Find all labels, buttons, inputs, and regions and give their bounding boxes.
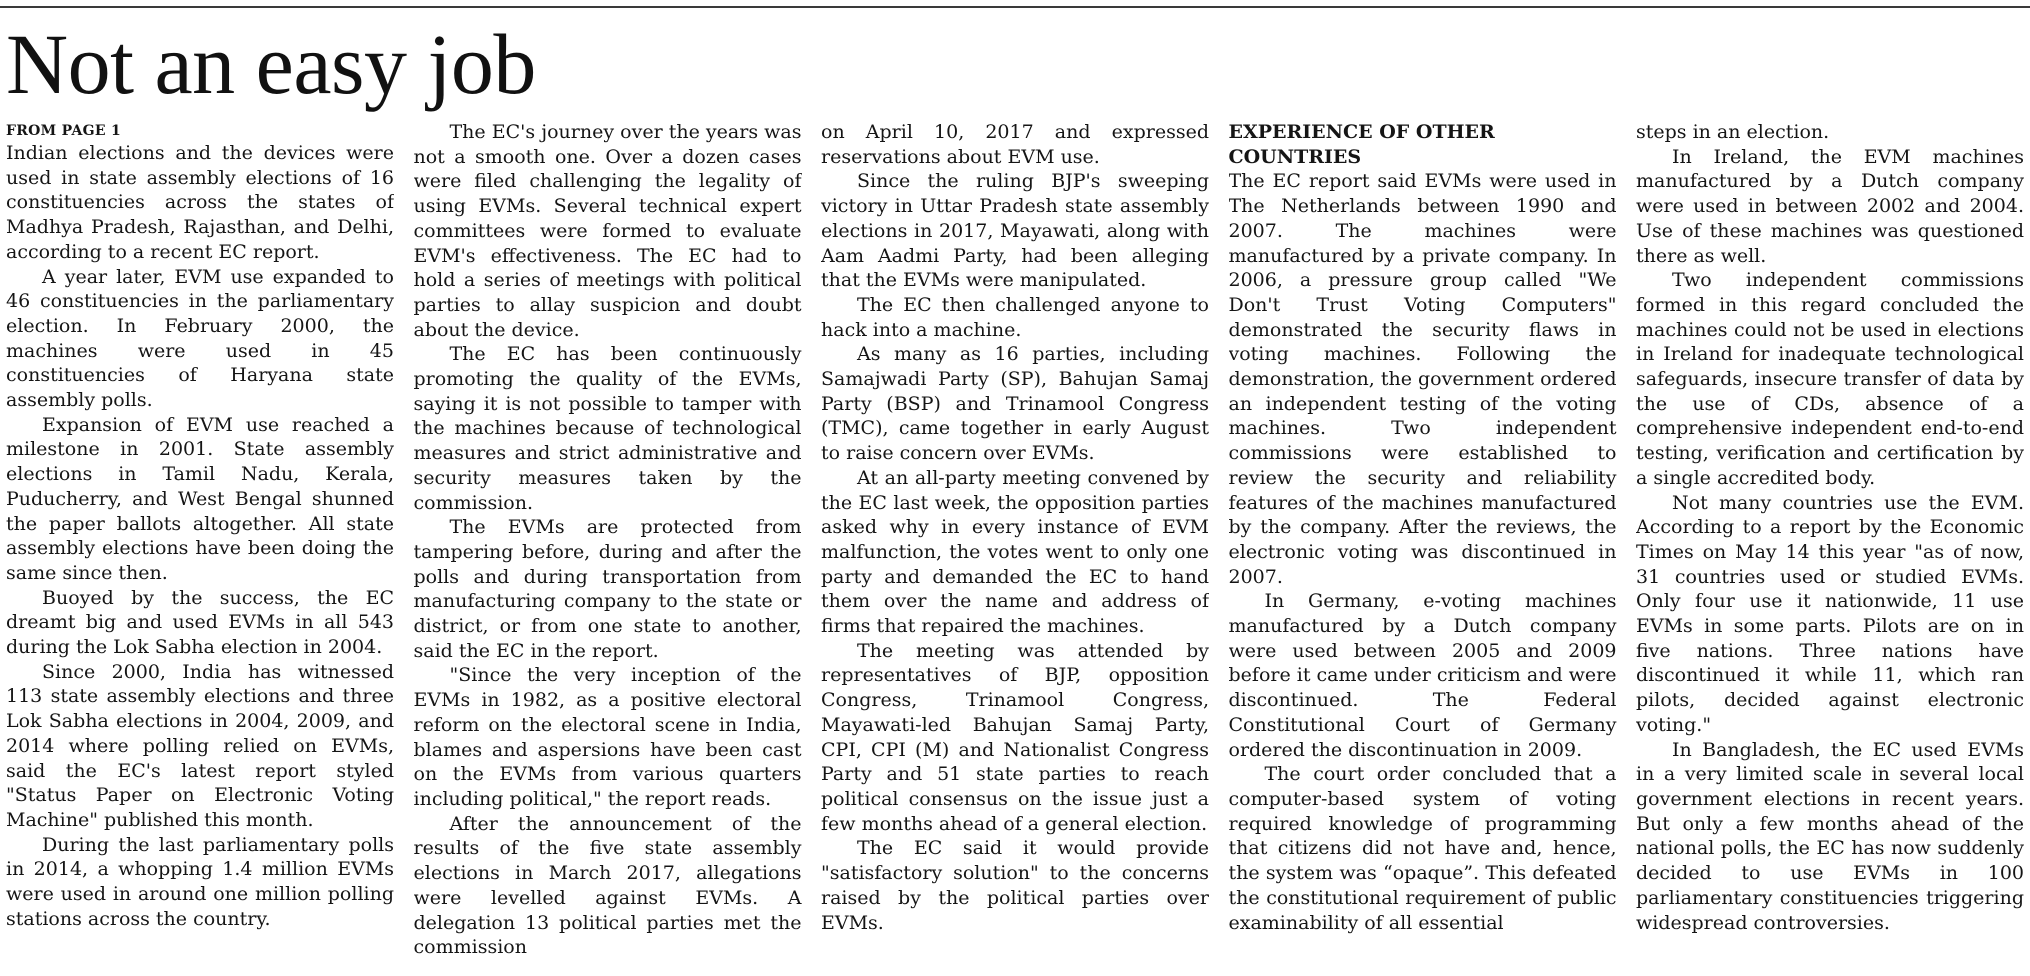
paragraph: In Bangladesh, the EC used EVMs in a very limited scale in several local government elections in recent years. But only a few months ahead of the national polls, the EC has now suddenly decided to use EVMs in 100 parliamentary constituencies triggering widespread controversies.: [1636, 738, 2024, 934]
paragraph: "Since the very inception of the EVMs in 1982, as a positive electoral reform on the electoral scene in India, blames and aspersions have been cast on the EVMs from various quarters including political," the report reads.: [413, 664, 802, 810]
article-column-3: [821, 120, 1209, 970]
paragraph: Since 2000, India has witnessed 113 state assembly elections and three Lok Sabha elections in 2004, 2009, and 2014 where polling relied on EVMs, said the EC's latest report styled "Status Paper on Electronic Voting Machine" published this month.: [6, 660, 394, 831]
paragraph: Not many countries use the EVM. According to a report by the Economic Times on May 14 this year "as of now, 31 countries used or studied EVMs. Only four use it nationwide, 11 use EVMs in some parts. Pilots are on in five nations. Three nations have discontinued it while 11, which ran pilots, decided against electronic voting.": [1636, 491, 2024, 736]
article-column-4: [1229, 120, 1617, 970]
continuation-kicker: FROM PAGE 1: [6, 123, 122, 139]
paragraph: Buoyed by the success, the EC dreamt big and used EVMs in all 543 during the Lok Sabha election in 2004.: [6, 586, 394, 659]
paragraph: Two independent commissions formed in this regard concluded the machines could not be used in elections in Ireland for inadequate technological safeguards, insecure transfer of data by the use of CDs, absence of a comprehensive independent end-to-end testing, verification and certification by a single accredited body.: [1636, 269, 2024, 489]
paragraph: The EC report said EVMs were used in The Netherlands between 1990 and 2007. The machines were manufactured by a private company. In 2006, a pressure group called "We Don't Trust Voting Computers" demonstrated the security flaws in voting machines. Following the demonstration, the government ordered an independent testing of the voting machines. Two independent commissions were established to review the security and reliability features of the machines manufactured by the company. After the reviews, the electronic voting was discontinued in 2007.: [1228, 170, 1617, 588]
top-rule: [0, 6, 2030, 8]
paragraph: As many as 16 parties, including Samajwadi Party (SP), Bahujan Samaj Party (BSP) and Trinamool Congress (TMC), came together in early August to raise concern over EVMs.: [821, 343, 1209, 465]
article-column-5: [1636, 120, 2024, 970]
paragraph: The EC said it would provide "satisfactory solution" to the concerns raised by the political parties over EVMs.: [821, 837, 1209, 934]
headline: Not an easy job: [6, 16, 536, 112]
paragraph: The EVMs are protected from tampering before, during and after the polls and during transportation from manufacturing company to the state or district, or from one state to another, said the EC in the report.: [413, 516, 802, 662]
section-subhead: EXPERIENCE OF OTHER COUNTRIES: [1228, 121, 1495, 168]
paragraph: In Germany, e-voting machines manufactured by a Dutch company were used between 2005 and 2009 before it came under criticism and were discontinued. The Federal Constitutional Court of Germany ordered the discontinuation in 2009.: [1228, 590, 1617, 761]
paragraph: The EC has been continuously promoting the quality of the EVMs, saying it is not possible to tamper with the machines because of technological measures and strict administrative and security measures taken by the commission.: [413, 343, 802, 514]
paragraph: After the announcement of the results of the five state assembly elections in March 2017, allegations were levelled against EVMs. A delegation 13 political parties met the commission: [413, 812, 802, 959]
paragraph: The EC then challenged anyone to hack into a machine.: [821, 293, 1209, 341]
paragraph: The court order concluded that a computer-based system of voting required knowledge of programming that citizens did not have and, hence, the system was “opaque”. This defeated the constitutional requirement of public examinability of all essential: [1228, 763, 1617, 934]
paragraph: Indian elections and the devices were used in state assembly elections of 16 constituencies across the states of Madhya Pradesh, Rajasthan, and Delhi, according to a recent EC report.: [6, 142, 394, 263]
article-column-2: [414, 120, 802, 970]
paragraph: on April 10, 2017 and expressed reservations about EVM use.: [821, 121, 1209, 168]
paragraph: steps in an election.: [1636, 121, 1830, 143]
paragraph: During the last parliamentary polls in 2014, a whopping 1.4 million EVMs were used in around one million polling stations across the country.: [6, 833, 394, 930]
paragraph: The EC's journey over the years was not a smooth one. Over a dozen cases were filed challenging the legality of using EVMs. Several technical expert committees were formed to evaluate EVM's effectiveness. The EC had to hold a series of meetings with political parties to allay suspicion and doubt about the device.: [413, 121, 802, 341]
paragraph: The meeting was attended by representatives of BJP, opposition Congress, Trinamool Congress, Mayawati-led Bahujan Samaj Party, CPI, CPI (M) and Nationalist Congress Party and 51 state parties to reach political consensus on the issue just a few months ahead of a general election.: [821, 639, 1209, 835]
paragraph: At an all-party meeting convened by the EC last week, the opposition parties asked why in every instance of EVM malfunction, the votes went to only one party and demanded the EC to hand them over the name and address of firms that repaired the machines.: [821, 466, 1209, 638]
article-body: [6, 120, 2024, 970]
paragraph: Since the ruling BJP's sweeping victory in Uttar Pradesh state assembly elections in 2017, Mayawati, along with Aam Aadmi Party, had been alleging that the EVMs were manipulated.: [821, 170, 1209, 292]
article-column-1: [6, 120, 394, 970]
paragraph: In Ireland, the EVM machines manufactured by a Dutch company were used in between 2002 and 2004. Use of these machines was questioned there as well.: [1636, 145, 2024, 267]
paragraph: Expansion of EVM use reached a milestone in 2001. State assembly elections in Tamil Nadu, Kerala, Puducherry, and West Bengal shunned the paper ballots altogether. All state assembly elections have been doing the same since then.: [6, 413, 394, 584]
paragraph: A year later, EVM use expanded to 46 constituencies in the parliamentary election. In February 2000, the machines were used in 45 constituencies of Haryana state assembly polls.: [6, 265, 394, 412]
